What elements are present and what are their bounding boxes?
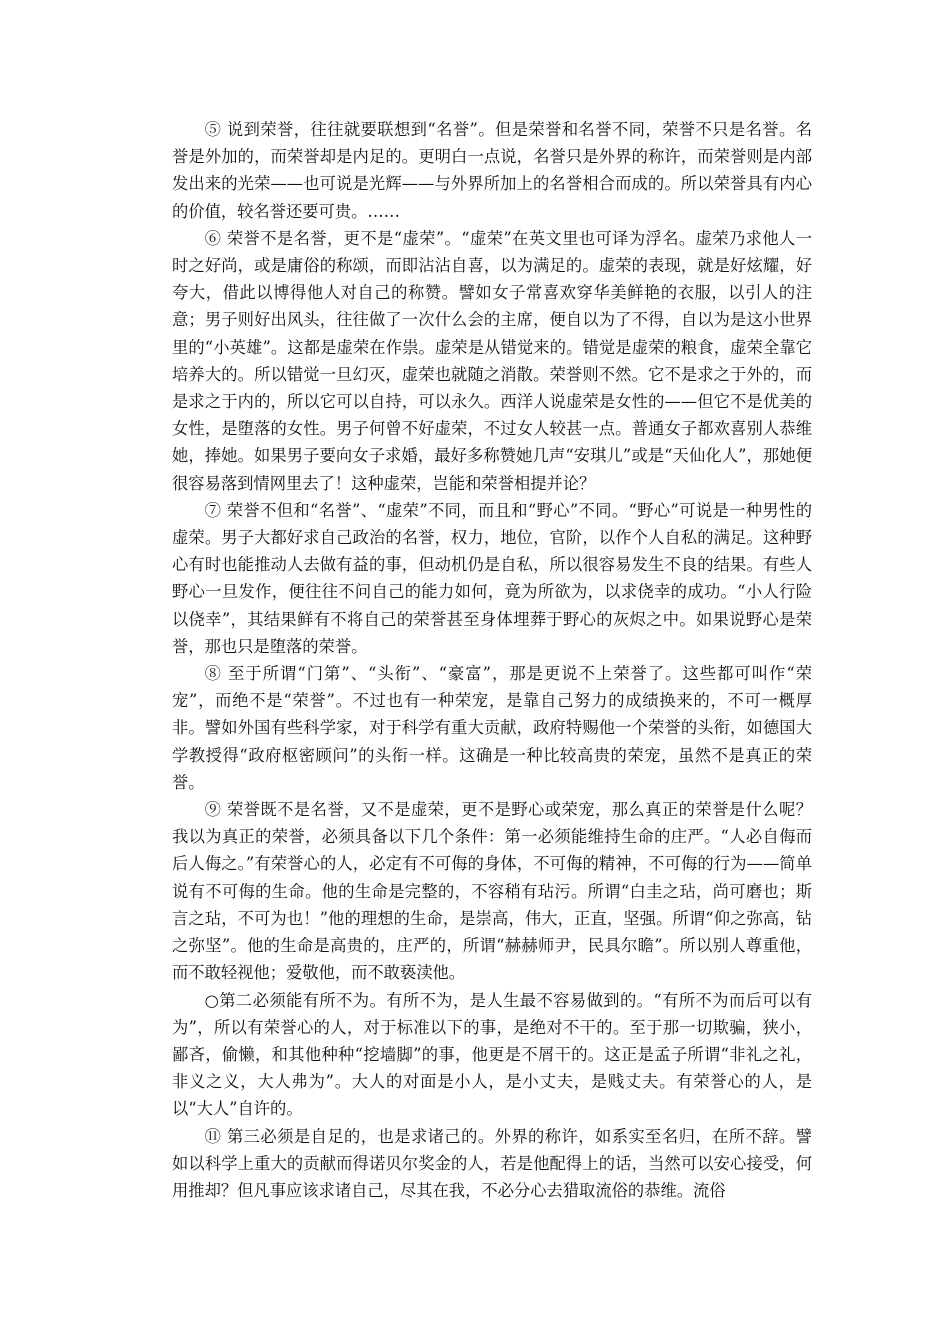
paragraph-10: ○第二必须能有所不为。有所不为，是人生最不容易做到的。“有所不为而后可以有为”，所以有荣誉心的人，对于标准以下的事，是绝对不干的。至于那一切欺骗，狭小，鄙吝，偷懒，和其他种种“挖墙脚”的事，他更是不屑干的。这正是孟子所谓“非礼之礼，非义之义，大人弗为”。大人的对面是小人，是小丈夫，是贱丈夫。有荣誉心的人，是以“大人”自许的。 — [172, 990, 812, 1119]
paragraph-7: ⑦ 荣誉不但和“名誉”、“虚荣”不同，而且和“野心”不同。“野心”可说是一种男性的虚荣。男子大都好求自己政治的名誉，权力，地位，官阶，以作个人自私的满足。这种野心有时也能推动人去做有益的事，但动机仍是自私，所以很容易发生不良的结果。有些人野心一旦发作，便往往不问自己的能力如何，竟为所欲为，以求侥幸的成功。“小人行险以侥幸”，其结果鲜有不将自己的荣誉甚至身体埋葬于野心的灰烬之中。如果说野心是荣誉，那也只是堕落的荣誉。 — [172, 500, 812, 656]
paragraph-11: ⑪ 第三必须是自足的，也是求诸己的。外界的称许，如系实至名归，在所不辞。譬如以科学上重大的贡献而得诺贝尔奖金的人，若是他配得上的话，当然可以安心接受，何用推却？但凡事应该求诸自己，尽其在我，不必分心去猎取流俗的恭维。流俗 — [172, 1126, 812, 1200]
article-body — [172, 116, 812, 1204]
paragraph-5: ⑤ 说到荣誉，往往就要联想到“名誉”。但是荣誉和名誉不同，荣誉不只是名誉。名誉是外加的，而荣誉却是内足的。更明白一点说，名誉只是外界的称许，而荣誉则是内部发出来的光荣——也可说是光辉——与外界所加上的名誉相合而成的。所以荣誉具有内心的价值，较名誉还要可贵。…… — [172, 120, 812, 221]
paragraph-6: ⑥ 荣誉不是名誉，更不是“虚荣”。“虚荣”在英文里也可译为浮名。虚荣乃求他人一时之好尚，或是庸俗的称颂，而即沾沾自喜，以为满足的。虚荣的表现，就是好炫耀，好夸大，借此以博得他人对自己的称赞。譬如女子常喜欢穿华美鲜艳的衣服，以引人的注意；男子则好出风头，往往做了一次什么会的主席，便自以为了不得，自以为是这小世界里的“小英雄”。这都是虚荣在作祟。虚荣是从错觉来的。错觉是虚荣的粮食，虚荣全靠它培养大的。所以错觉一旦幻灭，虚荣也就随之消散。荣誉则不然。它不是求之于外的，而是求之于内的，所以它可以自持，可以永久。西洋人说虚荣是女性的——但它不是优美的女性，是堕落的女性。男子何曾不好虚荣，不过女人较甚一点。普通女子都欢喜别人恭维她，捧她。如果男子要向女子求婚，最好多称赞她几声“安琪儿”或是“天仙化人”，那她便很容易落到情网里去了！这种虚荣，岂能和荣誉相提并论？ — [172, 228, 812, 493]
paragraph-9: ⑨ 荣誉既不是名誉，又不是虚荣，更不是野心或荣宠，那么真正的荣誉是什么呢？我以为真正的荣誉，必须具备以下几个条件：第一必须能维持生命的庄严。“人必自侮而后人侮之。”有荣誉心的人，必定有不可侮的身体，不可侮的精神，不可侮的行为——简单说有不可侮的生命。他的生命是完整的，不容稍有玷污。所谓“白圭之玷，尚可磨也；斯言之玷，不可为也！”他的理想的生命，是崇高，伟大，正直，坚强。所谓“仰之弥高，钻之弥坚”。他的生命是高贵的，庄严的，所谓“赫赫师尹，民具尔瞻”。所以别人尊重他，而不敢轻视他；爱敬他，而不敢亵渎他。 — [172, 800, 812, 983]
paragraph-8: ⑧ 至于所谓“门第”、“头衔”、“豪富”，那是更说不上荣誉了。这些都可叫作“荣宠”，而绝不是“荣誉”。不过也有一种荣宠，是靠自己努力的成绩换来的，不可一概厚非。譬如外国有些科学家，对于科学有重大贡献，政府特赐他一个荣誉的头衔，如德国大学教授得“政府枢密顾问”的头衔一样。这确是一种比较高贵的荣宠，虽然不是真正的荣誉。 — [172, 664, 812, 792]
